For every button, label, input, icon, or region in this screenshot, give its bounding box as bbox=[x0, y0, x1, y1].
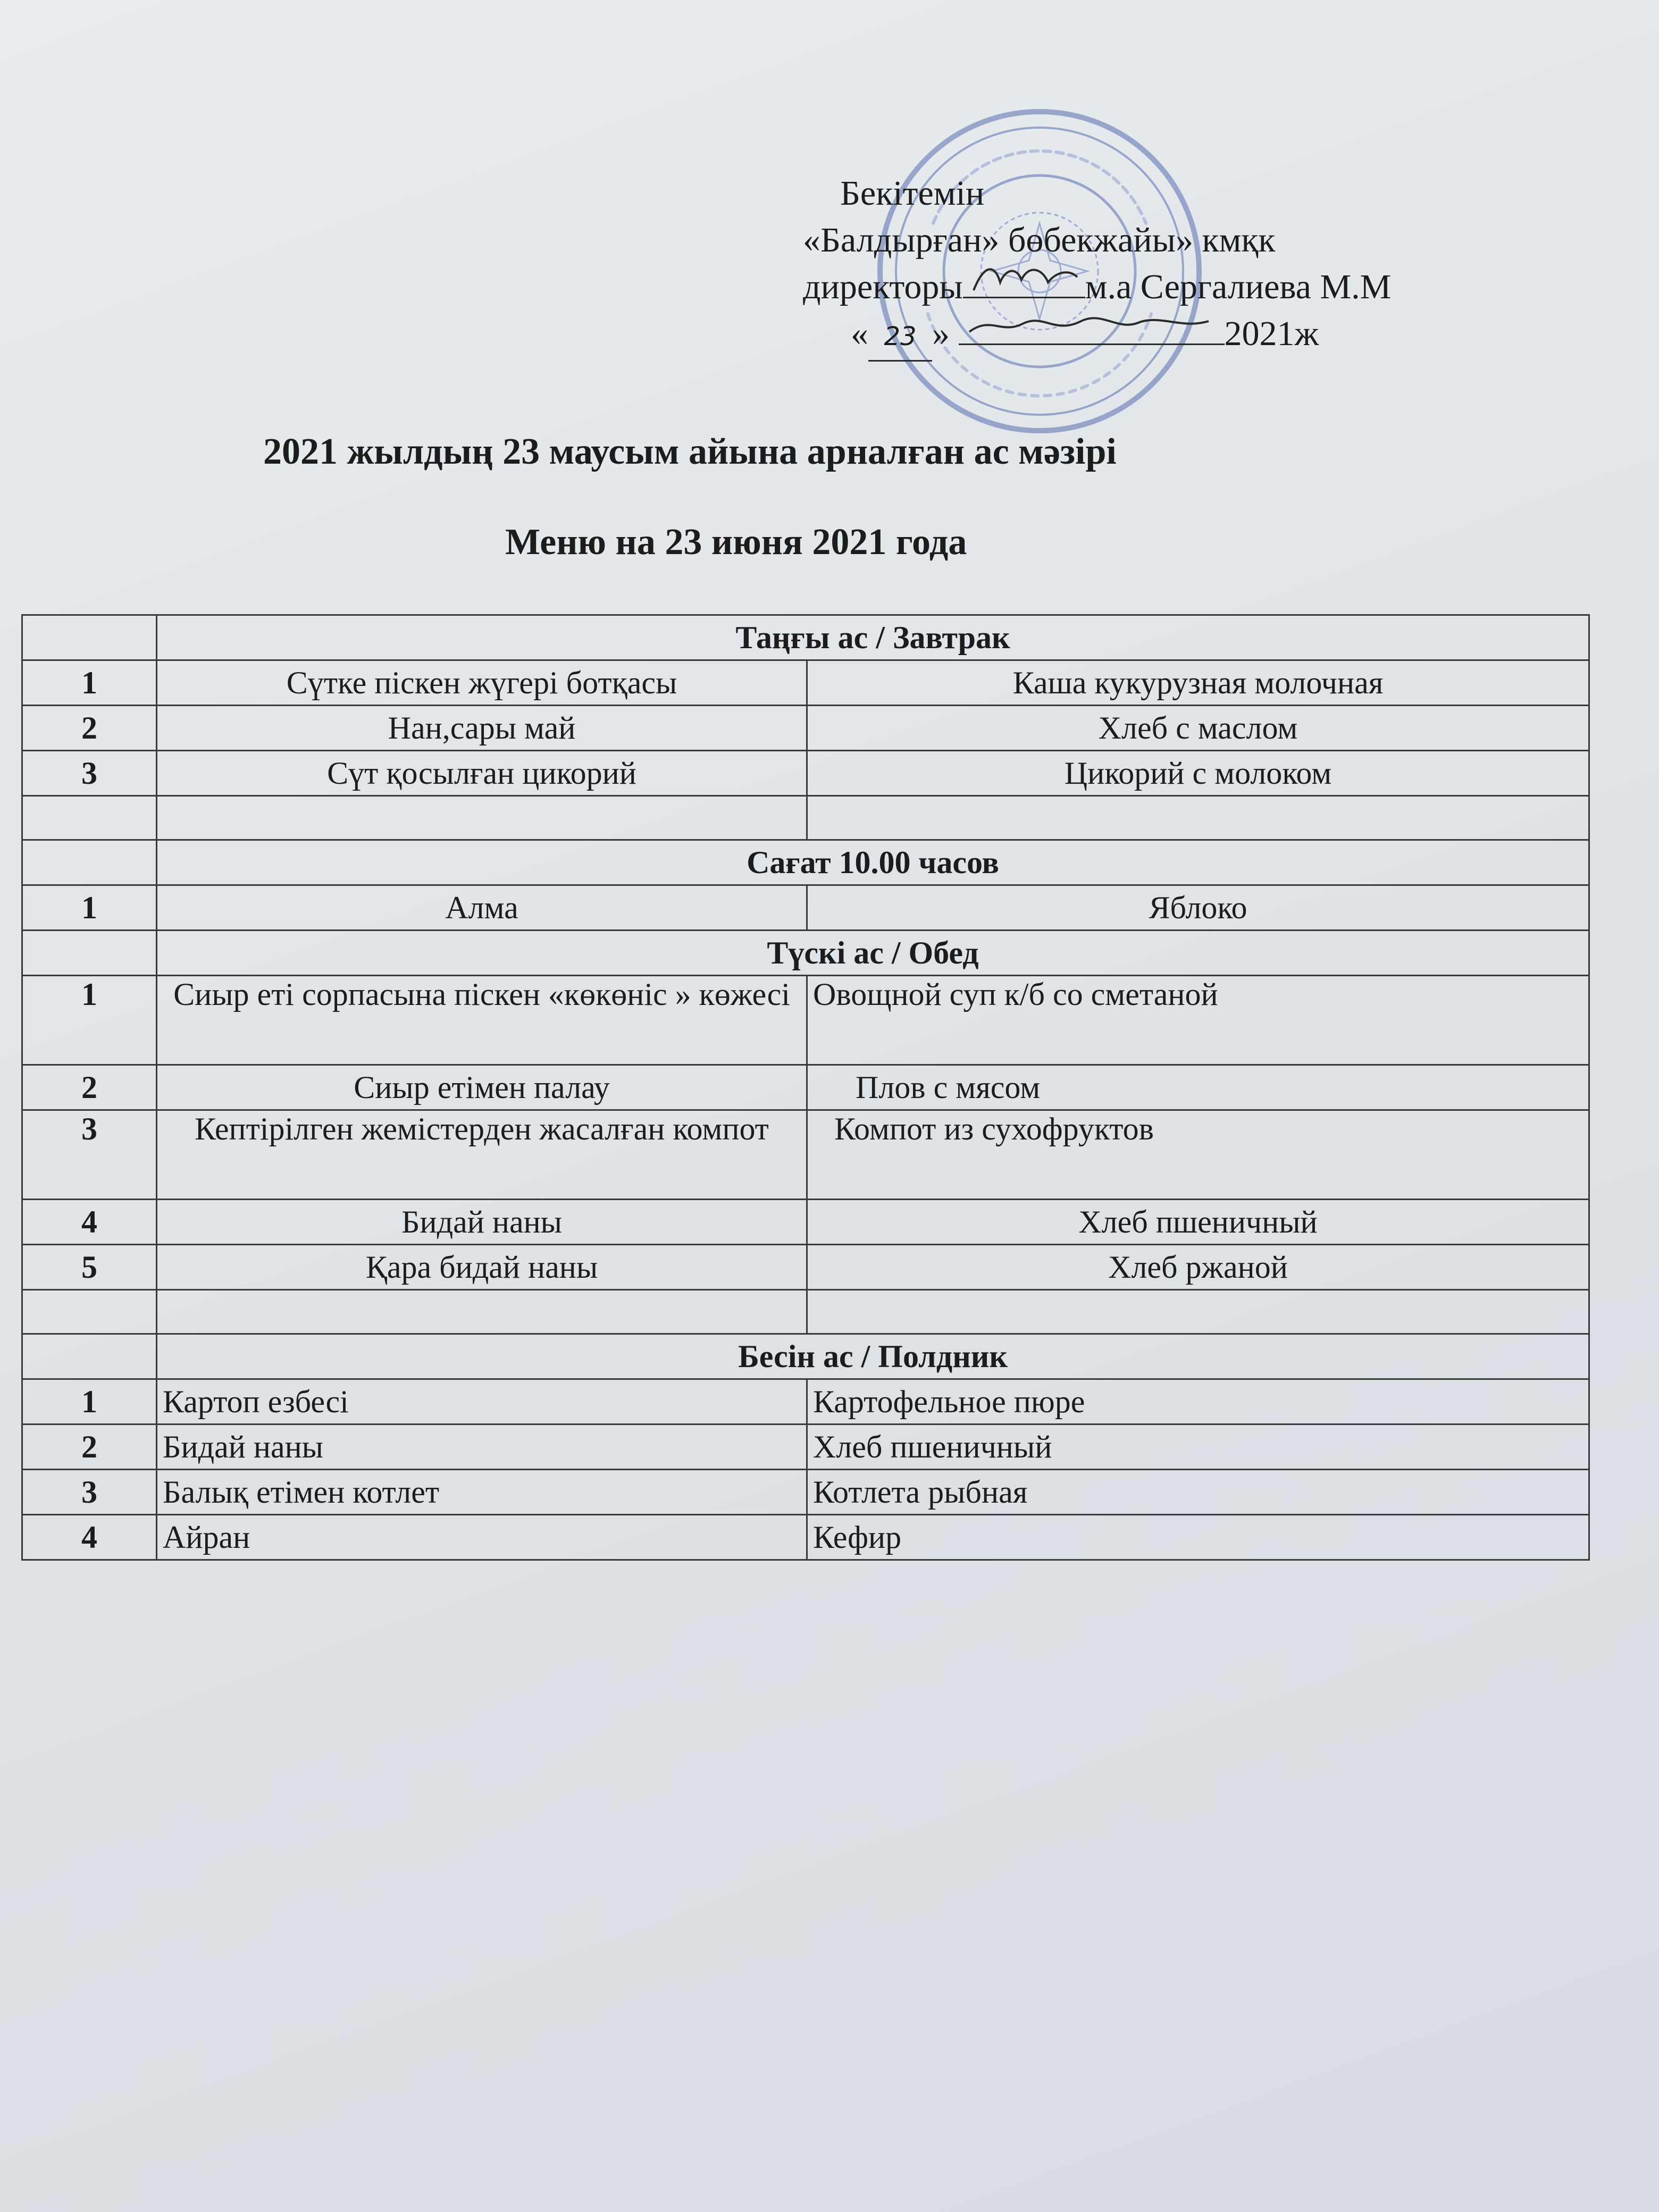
table-cell bbox=[22, 840, 157, 885]
title-kazakh: 2021 жылдың 23 маусым айына арналған ас мәзірі bbox=[263, 431, 1117, 472]
table-row bbox=[22, 751, 1589, 796]
approval-line-1: Бекітемін bbox=[840, 174, 985, 213]
table-row bbox=[22, 1065, 1589, 1110]
dish-kazakh: Картоп езбесі bbox=[157, 1379, 807, 1425]
table-row bbox=[22, 885, 1589, 931]
date-day bbox=[868, 311, 932, 362]
table-row bbox=[22, 706, 1589, 751]
row-number: 4 bbox=[22, 1200, 157, 1245]
date-year: 2021ж bbox=[1224, 314, 1319, 353]
approval-block bbox=[803, 170, 1590, 362]
dish-russian: Плов с мясом bbox=[807, 1065, 1589, 1110]
row-number: 5 bbox=[22, 1245, 157, 1290]
title-russian: Меню на 23 июня 2021 года bbox=[505, 522, 967, 563]
section-header-row bbox=[22, 840, 1589, 885]
row-number: 1 bbox=[22, 976, 157, 1065]
dish-russian: Компот из сухофруктов bbox=[807, 1110, 1589, 1200]
table-cell bbox=[22, 931, 157, 976]
table-row bbox=[22, 1245, 1589, 1290]
menu-table bbox=[21, 614, 1590, 1561]
table-cell bbox=[157, 796, 807, 840]
row-number: 1 bbox=[22, 1379, 157, 1425]
dish-kazakh: Балық етімен котлет bbox=[157, 1470, 807, 1515]
table-row bbox=[22, 1110, 1589, 1200]
date-day-value: 23 bbox=[884, 322, 917, 351]
dish-kazakh: Бидай наны bbox=[157, 1425, 807, 1470]
dish-kazakh: Қара бидай наны bbox=[157, 1245, 807, 1290]
section-title-breakfast: Таңғы ас / Завтрак bbox=[157, 615, 1589, 660]
table-row bbox=[22, 1470, 1589, 1515]
section-header-row bbox=[22, 931, 1589, 976]
section-title-afternoon: Бесін ас / Полдник bbox=[157, 1334, 1589, 1379]
signature-scribble-icon bbox=[963, 258, 1085, 296]
dish-kazakh: Айран bbox=[157, 1515, 807, 1560]
dish-kazakh: Сүт қосылған цикорий bbox=[157, 751, 807, 796]
dish-russian: Хлеб с маслом bbox=[807, 706, 1589, 751]
table-cell bbox=[807, 1290, 1589, 1334]
table-row bbox=[22, 1425, 1589, 1470]
dish-russian: Картофельное пюре bbox=[807, 1379, 1589, 1425]
table-cell bbox=[22, 1290, 157, 1334]
director-signature bbox=[963, 297, 1085, 298]
table-cell bbox=[157, 1290, 807, 1334]
dish-russian: Хлеб пшеничный bbox=[807, 1425, 1589, 1470]
approval-line-2: «Балдырған» бөбекжайы» кмқк bbox=[803, 221, 1276, 259]
dish-russian: Овощной суп к/б со сметаной bbox=[807, 976, 1589, 1065]
empty-row bbox=[22, 796, 1589, 840]
section-header-row bbox=[22, 1334, 1589, 1379]
row-number: 1 bbox=[22, 660, 157, 706]
row-number: 3 bbox=[22, 1110, 157, 1200]
dish-kazakh: Нан,сары май bbox=[157, 706, 807, 751]
dish-russian: Котлета рыбная bbox=[807, 1470, 1589, 1515]
dish-russian: Хлеб ржаной bbox=[807, 1245, 1589, 1290]
row-number: 3 bbox=[22, 1470, 157, 1515]
director-label: директоры bbox=[803, 267, 963, 306]
dish-russian: Кефир bbox=[807, 1515, 1589, 1560]
dish-russian: Каша кукурузная молочная bbox=[807, 660, 1589, 706]
director-name: м.а Сергалиева М.М bbox=[1085, 267, 1392, 306]
approval-line-3 bbox=[803, 264, 1590, 311]
row-number: 2 bbox=[22, 1065, 157, 1110]
date-open-quote: « bbox=[851, 314, 868, 353]
table-row bbox=[22, 1515, 1589, 1560]
date-month-handwritten bbox=[959, 343, 1225, 345]
row-number: 4 bbox=[22, 1515, 157, 1560]
row-number: 2 bbox=[22, 706, 157, 751]
table-row bbox=[22, 660, 1589, 706]
section-title-snack: Сағат 10.00 часов bbox=[157, 840, 1589, 885]
row-number: 2 bbox=[22, 1425, 157, 1470]
dish-kazakh: Кептірілген жемістерден жасалған компот bbox=[157, 1110, 807, 1200]
dish-kazakh: Сиыр еті сорпасына піскен «көкөніс » көжесі bbox=[157, 976, 807, 1065]
table-cell bbox=[22, 615, 157, 660]
dish-russian: Хлеб пшеничный bbox=[807, 1200, 1589, 1245]
approval-date bbox=[803, 311, 1590, 362]
dish-kazakh: Сиыр етімен палау bbox=[157, 1065, 807, 1110]
table-row bbox=[22, 1200, 1589, 1245]
dish-kazakh: Алма bbox=[157, 885, 807, 931]
dish-kazakh: Бидай наны bbox=[157, 1200, 807, 1245]
table-row bbox=[22, 976, 1589, 1065]
row-number: 3 bbox=[22, 751, 157, 796]
table-cell bbox=[22, 1334, 157, 1379]
table-cell bbox=[22, 796, 157, 840]
section-title-lunch: Түскі ас / Обед bbox=[157, 931, 1589, 976]
table-row bbox=[22, 1379, 1589, 1425]
dish-russian: Яблоко bbox=[807, 885, 1589, 931]
table-cell bbox=[807, 796, 1589, 840]
date-close-quote: » bbox=[932, 314, 950, 353]
dish-kazakh: Сүтке піскен жүгері ботқасы bbox=[157, 660, 807, 706]
dish-russian: Цикорий с молоком bbox=[807, 751, 1589, 796]
row-number: 1 bbox=[22, 885, 157, 931]
section-header-row bbox=[22, 615, 1589, 660]
empty-row bbox=[22, 1290, 1589, 1334]
month-scribble-icon bbox=[959, 305, 1225, 342]
